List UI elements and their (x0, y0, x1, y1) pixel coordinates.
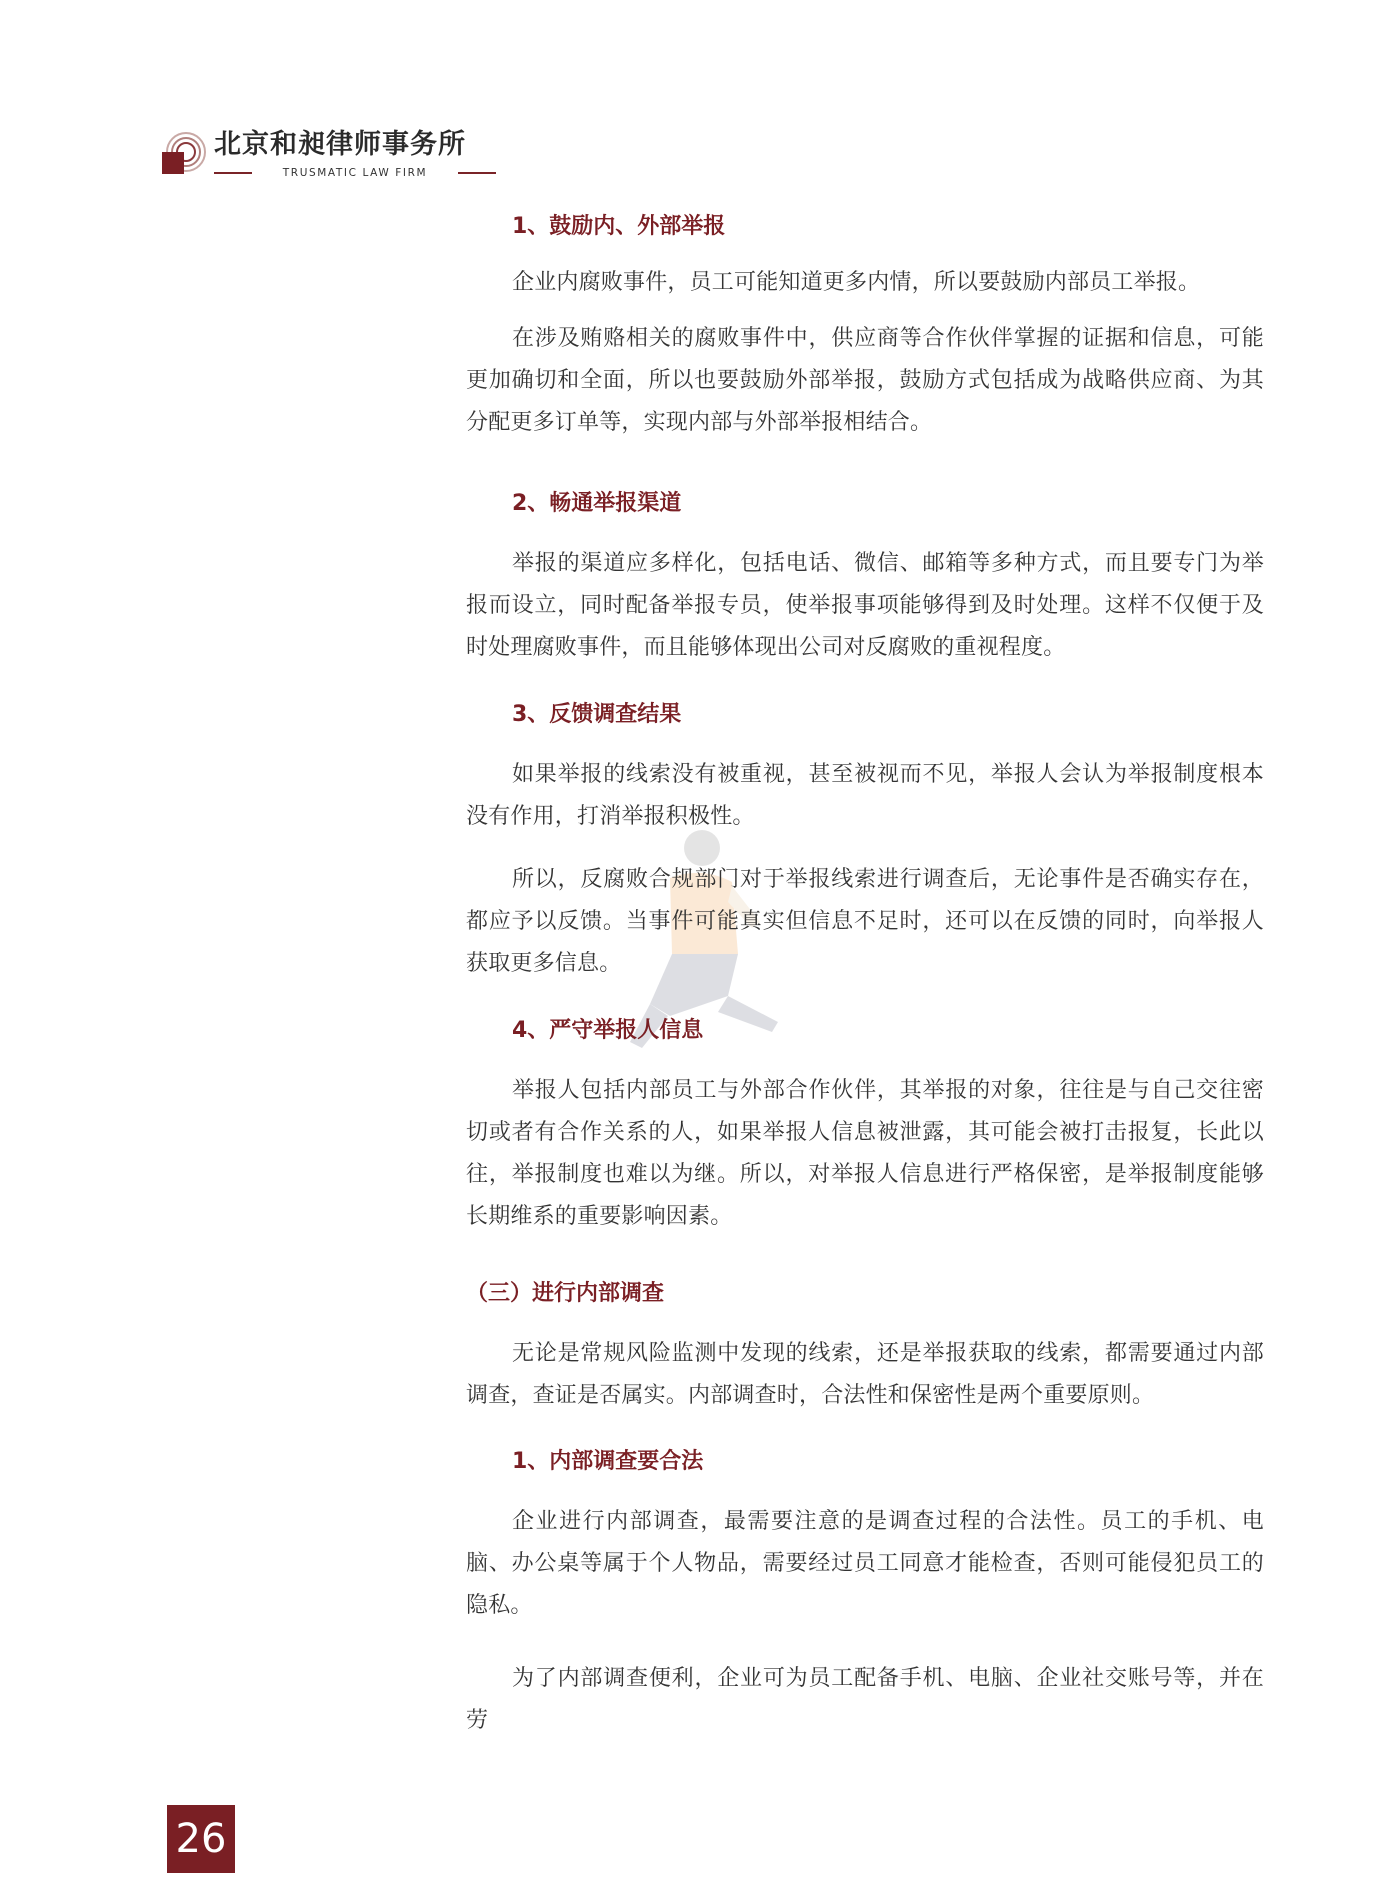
firm-logo (160, 126, 490, 182)
page-number: 26 (167, 1805, 235, 1873)
body-paragraph: 如果举报的线索没有被重视，甚至被视而不见，举报人会认为举报制度根本没有作用，打消举报积极性。 (466, 762, 1264, 829)
section-heading: 1、内部调查要合法 (512, 1449, 704, 1474)
body-paragraph: 所以，反腐败合规部门对于举报线索进行调查后，无论事件是否确实存在，都应予以反馈。当事件可能真实但信息不足时，还可以在反馈的同时，向举报人获取更多信息。 (466, 867, 1264, 976)
chapter-heading: （三）进行内部调查 (466, 1281, 665, 1306)
body-paragraph: 企业内腐败事件，员工可能知道更多内情，所以要鼓励内部员工举报。 (512, 270, 1201, 295)
firm-name-en-row (214, 166, 496, 180)
body-paragraph: 为了内部调查便利，企业可为员工配备手机、电脑、企业社交账号等，并在劳 (466, 1666, 1264, 1733)
body-paragraph: 无论是常规风险监测中发现的线索，还是举报获取的线索，都需要通过内部调查，查证是否属实。内部调查时，合法性和保密性是两个重要原则。 (466, 1341, 1264, 1408)
body-paragraph: 在涉及贿赂相关的腐败事件中，供应商等合作伙伴掌握的证据和信息，可能更加确切和全面，所以也要鼓励外部举报，鼓励方式包括成为战略供应商、为其分配更多订单等，实现内部与外部举报相结合。 (466, 326, 1264, 435)
section-heading: 1、鼓励内、外部举报 (512, 214, 726, 239)
section-heading: 3、反馈调查结果 (512, 702, 682, 727)
logo-rule-right (458, 172, 496, 174)
body-paragraph: 举报的渠道应多样化，包括电话、微信、邮箱等多种方式，而且要专门为举报而设立，同时配备举报专员，使举报事项能够得到及时处理。这样不仅便于及时处理腐败事件，而且能够体现出公司对反腐败的重视程度。 (466, 551, 1264, 660)
section-heading: 4、严守举报人信息 (512, 1018, 704, 1043)
firm-name-cn: 北京和昶律师事务所 (214, 129, 466, 160)
concentric-rings-logo-icon (160, 130, 208, 178)
body-paragraph: 企业进行内部调查，最需要注意的是调查过程的合法性。员工的手机、电脑、办公桌等属于个人物品，需要经过员工同意才能检查，否则可能侵犯员工的隐私。 (466, 1509, 1264, 1618)
firm-name-en: TRUSMATIC LAW FIRM (282, 167, 428, 179)
body-paragraph: 举报人包括内部员工与外部合作伙伴，其举报的对象，往往是与自己交往密切或者有合作关系的人，如果举报人信息被泄露，其可能会被打击报复，长此以往，举报制度也难以为继。所以，对举报人信息进行严格保密，是举报制度能够长期维系的重要影响因素。 (466, 1078, 1264, 1229)
logo-rule-left (214, 172, 252, 174)
section-heading: 2、畅通举报渠道 (512, 491, 682, 516)
